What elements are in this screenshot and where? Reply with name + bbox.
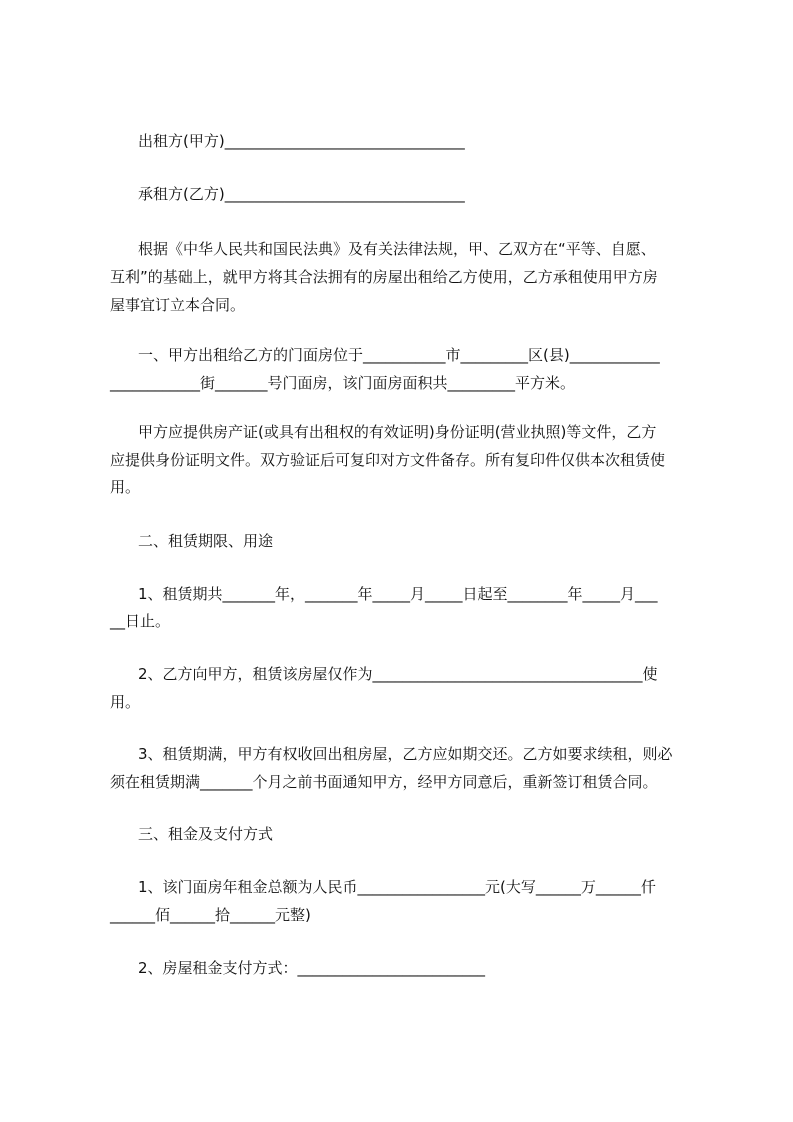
section3-heading: 三、租金及支付方式	[138, 825, 274, 843]
section2-heading: 二、租赁期限、用途	[138, 532, 274, 550]
section3-item1-line-1: 1、该门面房年租金总额为人民币_________________元(大写______万______仟	[138, 878, 656, 896]
section2-item2-line-1: 2、乙方向甲方，租赁该房屋仅作为____________________________________使	[138, 665, 658, 683]
section2-item2-line-2: 用。	[110, 693, 141, 711]
section3-item2-line-1: 2、房屋租金支付方式：_________________________	[138, 959, 486, 977]
section2-item3-line-1: 3、租赁期满，甲方有权收回出租房屋，乙方应如期交还。乙方如要求续租，则必	[138, 745, 673, 763]
section3-item1-line-2: ______佰______拾______元整)	[110, 906, 311, 924]
lessor-line: 出租方(甲方)________________________________	[138, 132, 465, 150]
section1-line-1: 一、甲方出租给乙方的门面房位于___________市_________区(县)____________	[138, 346, 660, 364]
preamble-line-2: 互利”的基础上，就甲方将其合法拥有的房屋出租给乙方使用，乙方承租使用甲方房	[110, 268, 658, 286]
section1-line-2: ____________街_______号门面房，该门面房面积共_________平方米。	[110, 374, 576, 392]
preamble-line-3: 屋事宜订立本合同。	[110, 296, 246, 314]
section2-item3-line-2: 须在租赁期满_______个月之前书面通知甲方，经甲方同意后，重新签订租赁合同。	[110, 773, 658, 791]
lessee-line: 承租方(乙方)________________________________	[138, 185, 465, 203]
preamble-line-1: 根据《中华人民共和国民法典》及有关法律法规，甲、乙双方在“平等、自愿、	[138, 240, 656, 258]
documents-clause-line-1: 甲方应提供房产证(或具有出租权的有效证明)身份证明(营业执照)等文件，乙方	[138, 423, 657, 441]
documents-clause-line-3: 用。	[110, 478, 141, 496]
section2-item1-line-1: 1、租赁期共_______年，_______年_____月_____日起至________年_____月___	[138, 585, 658, 603]
section2-item1-line-2: __日止。	[110, 612, 171, 630]
documents-clause-line-2: 应提供身份证明文件。双方验证后可复印对方文件备存。所有复印件仅供本次租赁使	[110, 451, 666, 469]
